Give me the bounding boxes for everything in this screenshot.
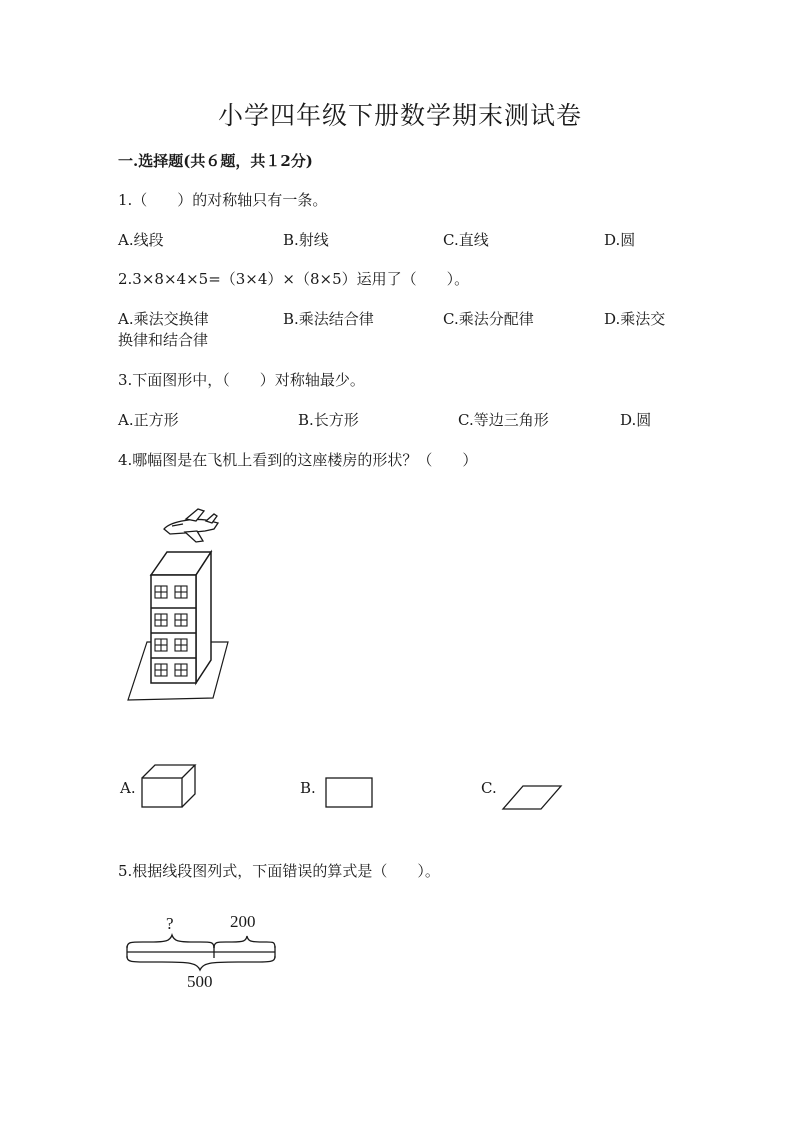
q3-option-a: A.正方形 bbox=[118, 411, 179, 429]
q1-option-a: A.线段 bbox=[118, 231, 164, 249]
q3-option-c: C.等边三角形 bbox=[458, 411, 549, 429]
question-5-stem: 5.根据线段图列式，下面错误的算式是（ ）。 bbox=[118, 862, 440, 880]
airplane-icon bbox=[164, 509, 218, 542]
segment-total-label: 500 bbox=[187, 972, 213, 991]
segment-unknown-label: ? bbox=[166, 914, 174, 933]
q4-option-b-rectangle bbox=[326, 778, 372, 807]
q2-option-c: C.乘法分配律 bbox=[443, 310, 534, 328]
section-heading: 一.选择题(共６题，共１2分) bbox=[118, 152, 313, 170]
q4-option-c-label: C. bbox=[481, 779, 497, 797]
question-1-stem: 1.（ ）的对称轴只有一条。 bbox=[118, 191, 328, 209]
question-2-stem: 2.3×8×4×5=（3×4）×（8×5）运用了（ ）。 bbox=[118, 270, 470, 288]
q3-option-b: B.长方形 bbox=[298, 411, 359, 429]
segment-diagram bbox=[127, 935, 275, 970]
q2-option-d: D.乘法交 bbox=[604, 310, 666, 328]
page-title: 小学四年级下册数学期末测试卷 bbox=[217, 101, 582, 130]
q3-option-d: D.圆 bbox=[620, 411, 652, 429]
q4-option-c-parallelogram bbox=[503, 786, 561, 809]
q2-option-d-wrap: 换律和结合律 bbox=[118, 331, 209, 349]
q2-option-a: A.乘法交换律 bbox=[118, 310, 209, 328]
q4-option-b-label: B. bbox=[300, 779, 316, 797]
q4-option-a-label: A. bbox=[120, 779, 136, 797]
q1-option-d: D.圆 bbox=[604, 231, 636, 249]
q2-option-b: B.乘法结合律 bbox=[283, 310, 374, 328]
question-3-stem: 3.下面图形中，（ ）对称轴最少。 bbox=[118, 371, 365, 389]
q1-option-b: B.射线 bbox=[283, 231, 329, 249]
q1-option-c: C.直线 bbox=[443, 231, 489, 249]
segment-part-label: 200 bbox=[230, 912, 256, 931]
q4-option-a-cube bbox=[142, 765, 195, 807]
question-4-stem: 4.哪幅图是在飞机上看到的这座楼房的形状？（ ） bbox=[118, 451, 478, 469]
